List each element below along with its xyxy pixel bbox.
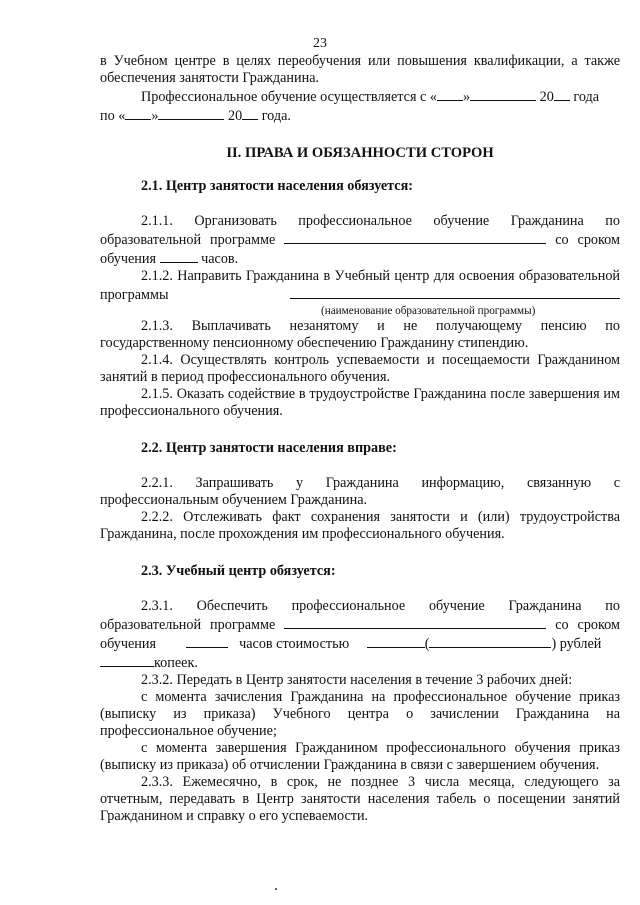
blank-month (470, 87, 536, 101)
clause-text: обучения (100, 636, 157, 652)
clause-2-3-1 (100, 598, 620, 634)
clause-2-3-2-item: с момента завершения Гражданином профессионального обучения приказ (выписку из приказа) об отчислении Гражданина в связи с завершением обучения. (100, 740, 620, 773)
blank-day (437, 87, 463, 101)
blank-program (284, 230, 546, 244)
clause-text: часов. (201, 251, 239, 267)
program-name-caption: (наименование образовательной программы) (321, 305, 536, 317)
blank-year (242, 106, 258, 120)
blank-hours (186, 634, 228, 648)
blank-cost (367, 634, 425, 648)
clause-text: копеек. (154, 655, 198, 671)
schedule-text: » (151, 108, 159, 124)
clause-2-3-2: 2.3.2. Передать в Центр занятости населения в течение 3 рабочих дней: (141, 672, 573, 688)
clause-text: со сроком (555, 617, 620, 633)
scan-speck (275, 888, 277, 890)
subsection-heading: 2.1. Центр занятости населения обязуется: (141, 178, 413, 194)
schedule-text: года (573, 89, 600, 105)
clause-2-1-1 (100, 213, 620, 249)
clause-2-3-3: 2.3.3. Ежемесячно, в срок, не позднее 3 числа месяца, следующего за отчетным, передавать в Центр занятости населения табель о посещении занятий Гражданином и справку о его успеваемости. (100, 774, 620, 824)
clause-text: ( (424, 636, 430, 652)
schedule-text: Профессиональное обучение осуществляется с « (141, 89, 437, 105)
clause-2-1-3: 2.1.3. Выплачивать незанятому и не получающему пенсию по государственному пенсионному обеспечению Гражданину стипендию. (100, 318, 620, 351)
schedule-text: 20 (227, 108, 243, 124)
clause-text: со сроком (555, 232, 620, 248)
clause-2-1-4: 2.1.4. Осуществлять контроль успеваемости и посещаемости Гражданином занятий в период профессионального обучения. (100, 352, 620, 385)
clause-text: обучения (100, 251, 157, 267)
clause-2-3-2-item: с момента зачисления Гражданина на профессиональное обучение приказ (выписку из приказа) Учебного центра о зачислении Гражданина на профессиональное обучение; (100, 689, 620, 739)
blank-month (158, 106, 224, 120)
schedule-text: 20 (539, 89, 554, 105)
blank-program (284, 615, 546, 629)
page-number: 23 (313, 36, 327, 51)
intro-paragraph: в Учебном центре в целях переобучения или повышения квалификации, а также обеспечения занятости Гражданина. (100, 53, 620, 86)
clause-text: 2.1.2. Направить Гражданина в Учебный центр для освоения образовательной программы (100, 268, 620, 303)
section-title: II. ПРАВА И ОБЯЗАННОСТИ СТОРОН (226, 145, 494, 161)
clause-2-1-1-end (100, 249, 620, 268)
page-body (100, 53, 620, 825)
clause-text: 2.1.1. Организовать профессиональное обучение Гражданина по образовательной программе (100, 213, 620, 248)
clause-2-1-5: 2.1.5. Оказать содействие в трудоустройстве Гражданина после завершения им профессионального обучения. (100, 386, 620, 419)
clause-2-1-2 (100, 268, 620, 304)
schedule-text: » (462, 89, 471, 105)
blank-hours (160, 249, 198, 263)
blank-year (554, 87, 570, 101)
subsection-heading: 2.3. Учебный центр обязуется: (141, 563, 336, 579)
blank-cost-words (429, 634, 551, 648)
blank-program-name (290, 285, 620, 299)
schedule-text: по « (100, 108, 126, 124)
blank-kopecks (100, 653, 154, 667)
clause-2-2-2: 2.2.2. Отслеживать факт сохранения занятости и (или) трудоустройства Гражданина, после прохождения им профессионального обучения. (100, 509, 620, 542)
clause-2-3-1-end (100, 653, 620, 672)
clause-text: 2.3.1. Обеспечить профессиональное обучение Гражданина по образовательной программе (100, 598, 620, 633)
clause-text: ) рублей (551, 636, 602, 652)
schedule-paragraph-end (100, 106, 620, 125)
clause-2-2-1: 2.2.1. Запрашивать у Гражданина информацию, связанную с профессиональным обучением Гражданина. (100, 475, 620, 508)
clause-2-3-1-cost (100, 634, 620, 653)
schedule-paragraph (100, 87, 620, 106)
clause-text: часов стоимостью (239, 636, 350, 652)
subsection-heading: 2.2. Центр занятости населения вправе: (141, 440, 397, 456)
schedule-text: года. (261, 108, 291, 124)
blank-day (125, 106, 151, 120)
